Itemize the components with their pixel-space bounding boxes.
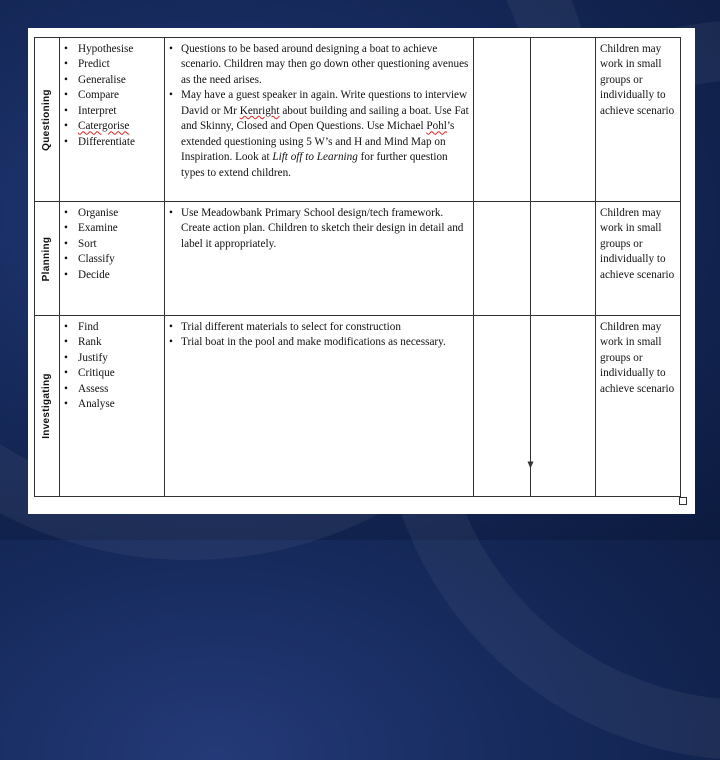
list-item xyxy=(169,335,469,350)
skill-text: Sort xyxy=(78,237,97,250)
skills-list xyxy=(60,38,164,150)
list-item xyxy=(64,366,164,381)
activity-text: Questions to be based around designing a boat to achieve scenario. Children may then go down other questioning avenues as the need arises. xyxy=(181,43,469,86)
skill-text: Critique xyxy=(78,367,115,380)
list-item xyxy=(64,42,164,57)
list-item xyxy=(64,268,164,283)
list-item xyxy=(64,397,164,412)
empty-cell xyxy=(531,38,596,202)
activity-text: Trial different materials to select for construction xyxy=(181,321,401,333)
planning-table xyxy=(34,37,681,497)
skill-text: Catergorise xyxy=(78,120,130,133)
bullet-icon: • xyxy=(169,89,173,102)
list-item xyxy=(169,206,469,252)
skill-text: Analyse xyxy=(78,398,115,411)
bullet-icon: • xyxy=(64,321,68,333)
organisation-cell xyxy=(596,202,681,316)
bullet-icon: • xyxy=(64,398,68,411)
skill-text: Rank xyxy=(78,336,102,349)
bullet-icon: • xyxy=(64,207,68,219)
list-item xyxy=(64,351,164,366)
skill-text: Classify xyxy=(78,253,115,266)
organisation-cell xyxy=(596,316,681,497)
empty-cell xyxy=(531,316,596,497)
bullet-icon: • xyxy=(64,268,68,281)
bullet-icon: • xyxy=(64,135,68,148)
bullet-icon: • xyxy=(169,336,173,349)
skill-text: Find xyxy=(78,321,99,333)
list-item xyxy=(64,382,164,397)
document-page xyxy=(28,28,695,514)
bullet-icon: • xyxy=(64,89,68,102)
bullet-icon: • xyxy=(64,120,68,133)
activities-cell xyxy=(165,316,474,497)
bullet-icon: • xyxy=(64,73,68,86)
list-item xyxy=(64,88,164,103)
stage-label: Planning xyxy=(41,236,53,281)
table-row xyxy=(35,316,681,497)
stage-label: Questioning xyxy=(41,88,53,151)
activity-text: Trial boat in the pool and make modifications as necessary. xyxy=(181,336,446,349)
skill-text: Assess xyxy=(78,382,109,395)
table-row xyxy=(35,38,681,202)
list-item xyxy=(64,221,164,236)
skill-text: Decide xyxy=(78,268,110,281)
skills-list xyxy=(60,202,164,283)
bullet-icon: • xyxy=(64,382,68,395)
list-item xyxy=(64,252,164,267)
organisation-text: Children may work in small groups or individually to achieve scenario xyxy=(600,207,675,281)
bullet-icon: • xyxy=(64,351,68,364)
empty-cell xyxy=(474,38,531,202)
list-item xyxy=(64,73,164,88)
page-corner-marker xyxy=(679,497,687,505)
activity-text: Use Meadowbank Primary School design/tech framework. Create action plan. Children to sketch their design in detail and label it appropriately. xyxy=(181,207,464,250)
activities-cell xyxy=(165,38,474,202)
stage-label: Investigating xyxy=(41,373,53,439)
activity-text: May have a guest speaker in again. Write questions to interview David or Mr Kenright about building and sailing a boat. Use Fat and Skinny, Closed and Open Questions. Use Michael Pohl’s extended questioning using 5 W’s and H and Mind Map on Inspiration. Look at xyxy=(181,89,469,164)
skill-text: Compare xyxy=(78,89,120,102)
list-item xyxy=(169,42,469,88)
bullet-icon: • xyxy=(64,237,68,250)
empty-cell xyxy=(474,316,531,497)
empty-cell xyxy=(474,202,531,316)
organisation-text: Children may work in small groups or individually to achieve scenario xyxy=(600,321,675,395)
organisation-cell xyxy=(596,38,681,202)
skills-cell xyxy=(60,316,165,497)
list-item xyxy=(64,335,164,350)
bullet-icon: • xyxy=(64,253,68,266)
stage-cell xyxy=(35,316,60,497)
empty-cell xyxy=(531,202,596,316)
skills-cell xyxy=(60,202,165,316)
bullet-icon: • xyxy=(64,43,68,55)
skill-text: Examine xyxy=(78,222,118,235)
bullet-icon: • xyxy=(64,336,68,349)
activities-list xyxy=(165,38,473,181)
activities-cell xyxy=(165,202,474,316)
activity-text-tail: for further question types to extend children. xyxy=(181,151,448,179)
skill-text: Predict xyxy=(78,58,110,71)
skill-text: Differentiate xyxy=(78,135,135,148)
bullet-icon: • xyxy=(64,367,68,380)
list-item xyxy=(64,320,164,335)
table-row xyxy=(35,202,681,316)
activities-list xyxy=(165,316,473,351)
bullet-icon: • xyxy=(64,58,68,71)
activities-list xyxy=(165,202,473,252)
skill-text: Organise xyxy=(78,207,119,219)
bullet-icon: • xyxy=(169,207,173,219)
stage-cell xyxy=(35,38,60,202)
activity-emphasis: Lift off to Learning xyxy=(272,151,358,164)
list-item xyxy=(64,135,164,150)
skill-text: Interpret xyxy=(78,104,117,117)
bullet-icon: • xyxy=(64,104,68,117)
skill-text: Justify xyxy=(78,351,108,364)
bullet-icon: • xyxy=(169,43,173,55)
list-item xyxy=(64,104,164,119)
bullet-icon: • xyxy=(169,321,173,333)
skills-list xyxy=(60,316,164,413)
list-item xyxy=(64,119,164,134)
skills-cell xyxy=(60,38,165,202)
list-item xyxy=(64,57,164,72)
stage-cell xyxy=(35,202,60,316)
skill-text: Hypothesise xyxy=(78,43,134,55)
list-item xyxy=(64,206,164,221)
skill-text: Generalise xyxy=(78,73,126,86)
bullet-icon: • xyxy=(64,222,68,235)
list-item xyxy=(169,88,469,181)
list-item xyxy=(64,237,164,252)
list-item xyxy=(169,320,469,335)
organisation-text: Children may work in small groups or individually to achieve scenario xyxy=(600,43,675,117)
